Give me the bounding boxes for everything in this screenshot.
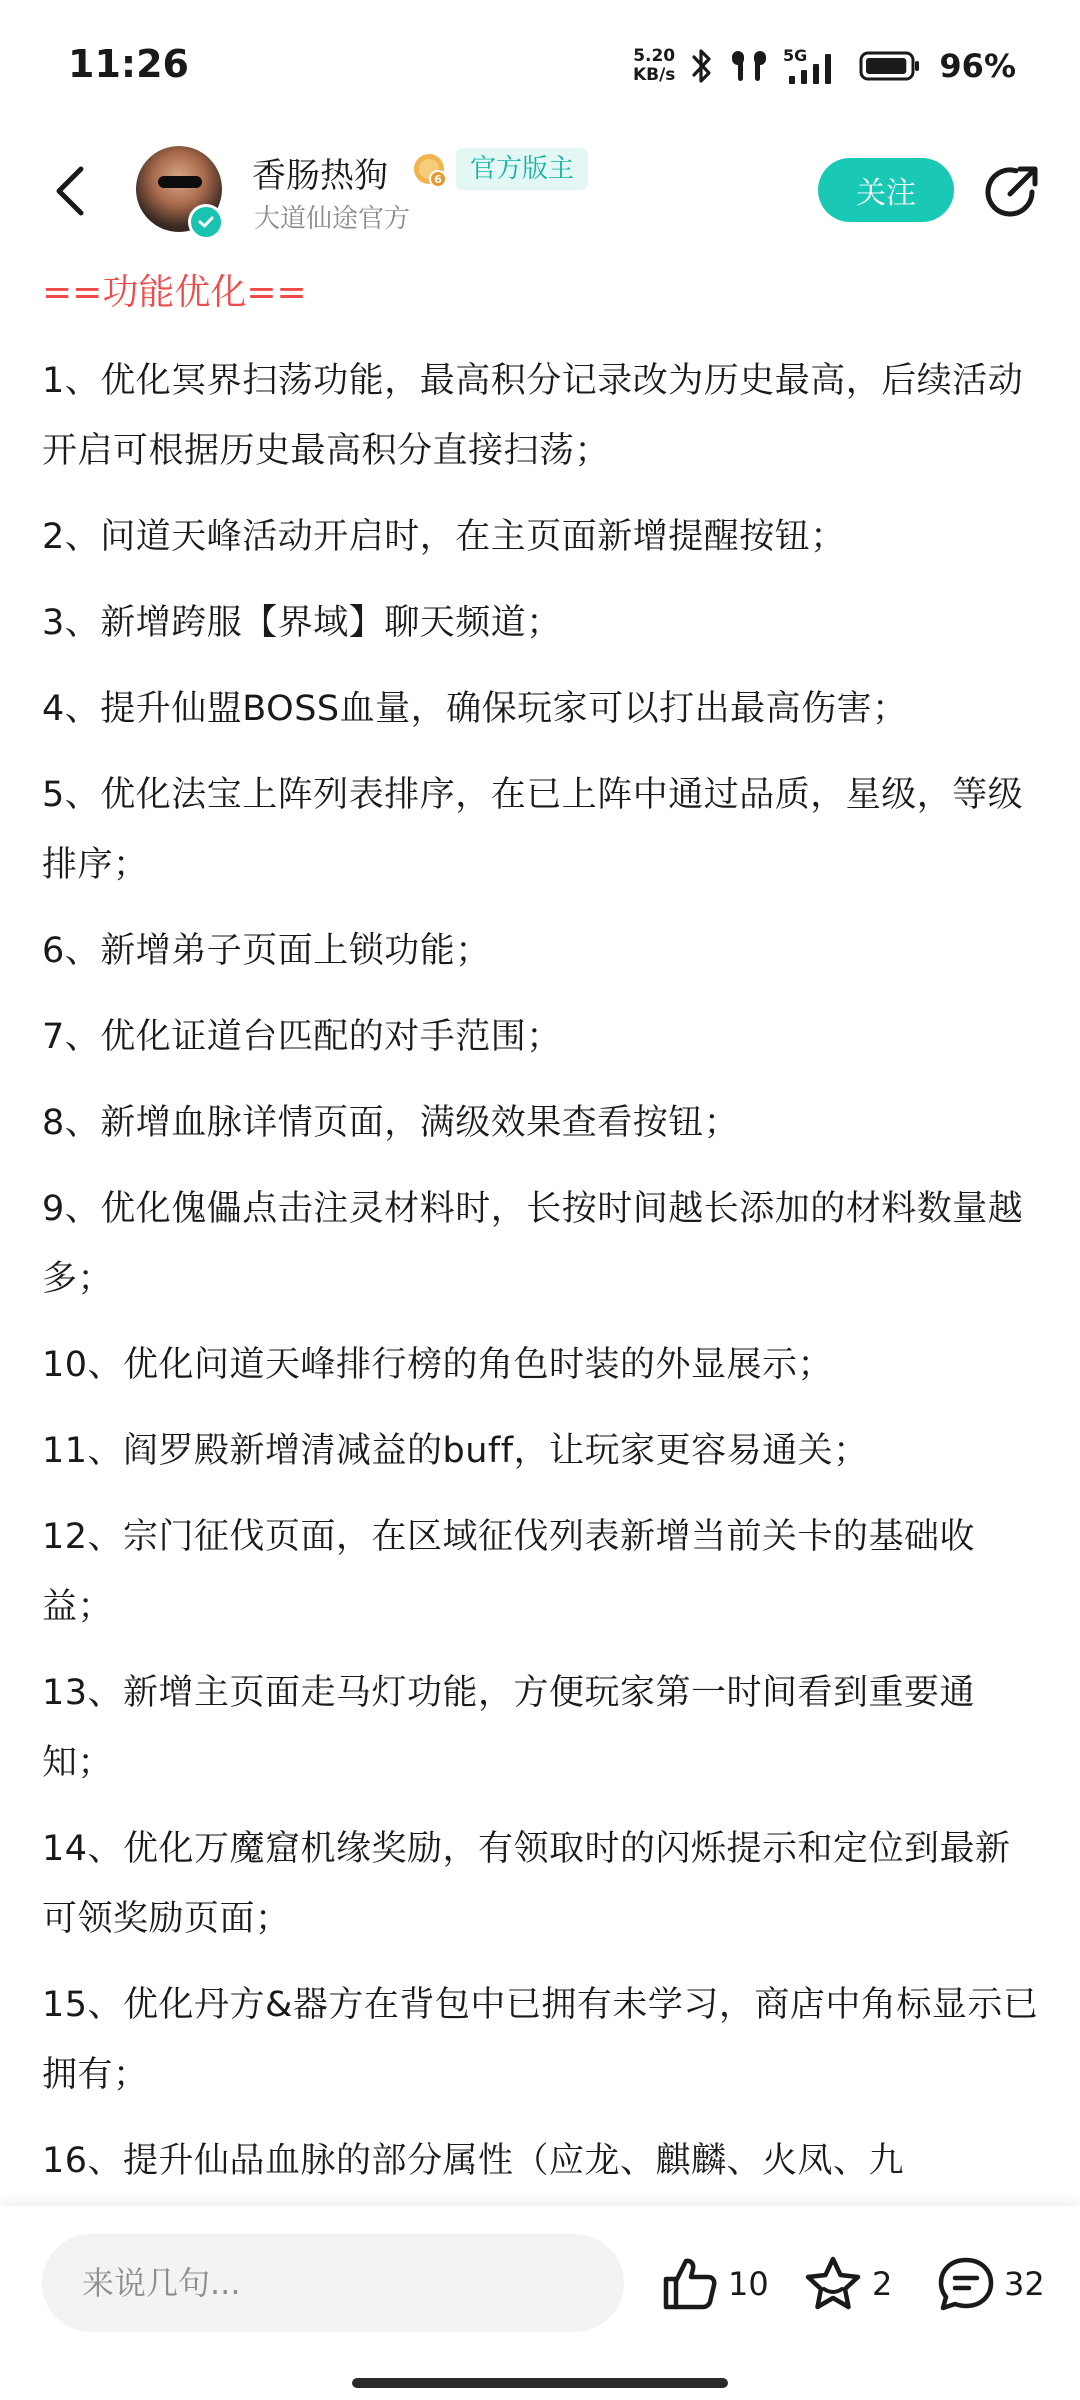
role-tag: 官方版主 — [456, 148, 588, 190]
earbuds-icon — [729, 47, 769, 85]
share-icon — [982, 162, 1042, 222]
network-speed — [633, 47, 675, 85]
battery-percent: 96% — [939, 47, 1016, 85]
post-item: 7、优化证道台匹配的对手范围； — [42, 1017, 562, 1057]
thumbs-up-icon — [660, 2255, 720, 2313]
follow-button[interactable]: 关注 — [818, 158, 954, 222]
signal-icon — [783, 46, 845, 86]
post-item: 16、提升仙品血脉的部分属性（应龙、麒麟、火凤、九 — [42, 2141, 905, 2181]
post-item: 14、优化万魔窟机缘奖励，有领取时的闪烁提示和定位到最新可领奖励页面； — [42, 1829, 1011, 1939]
status-bar — [0, 0, 1080, 130]
username[interactable]: 香肠热狗 — [252, 156, 388, 196]
post-item: 8、新增血脉详情页面，满级效果查看按钮； — [42, 1103, 740, 1143]
bluetooth-icon — [689, 47, 715, 85]
like-count: 10 — [728, 2265, 769, 2303]
star-icon — [802, 2254, 864, 2314]
comments-button[interactable] — [936, 2252, 1045, 2316]
post-item: 4、提升仙盟BOSS血量，确保玩家可以打出最高伤害； — [42, 689, 908, 729]
network-speed-unit: KB/s — [632, 65, 676, 85]
post-item: 9、优化傀儡点击注灵材料时，长按时间越长添加的材料数量越多； — [42, 1189, 1024, 1299]
network-speed-value: 5.20 — [633, 46, 676, 66]
back-button[interactable] — [40, 156, 100, 226]
level-badge-icon — [412, 152, 448, 188]
favorite-count: 2 — [872, 2265, 893, 2303]
like-button[interactable] — [660, 2252, 769, 2316]
home-indicator[interactable] — [352, 2378, 728, 2388]
post-item: 3、新增跨服【界域】聊天频道； — [42, 603, 562, 643]
post-item: 15、优化丹方&器方在背包中已拥有未学习，商店中角标显示已拥有； — [42, 1985, 1039, 2095]
post-item: 1、优化冥界扫荡功能，最高积分记录改为历史最高，后续活动开启可根据历史最高积分直接扫荡； — [42, 361, 1024, 471]
section-heading: ==功能优化== — [42, 272, 307, 313]
avatar-glasses-detail — [158, 176, 202, 188]
post-item: 12、宗门征伐页面，在区域征伐列表新增当前关卡的基础收益； — [42, 1517, 976, 1627]
comment-count: 32 — [1004, 2265, 1045, 2303]
post-item: 6、新增弟子页面上锁功能； — [42, 931, 491, 971]
status-icons — [633, 44, 1016, 88]
post-content — [42, 268, 1042, 2212]
comment-input[interactable] — [42, 2234, 624, 2332]
share-button[interactable] — [980, 160, 1044, 224]
post-item: 13、新增主页面走马灯功能，方便玩家第一时间看到重要通知； — [42, 1673, 976, 1783]
signal-label: 5G — [783, 46, 808, 65]
favorite-button[interactable] — [802, 2252, 892, 2316]
bottom-action-bar — [0, 2206, 1080, 2400]
post-item: 2、问道天峰活动开启时，在主页面新增提醒按钮； — [42, 517, 846, 557]
back-icon — [53, 165, 87, 217]
user-subtitle: 大道仙途官方 — [254, 204, 411, 234]
comment-icon — [936, 2255, 996, 2313]
verified-icon — [188, 204, 224, 240]
battery-icon — [859, 50, 921, 82]
post-header — [0, 130, 1080, 250]
level-number: 6 — [434, 173, 442, 186]
post-item: 5、优化法宝上阵列表排序，在已上阵中通过品质，星级，等级排序； — [42, 775, 1024, 885]
status-time: 11:26 — [68, 42, 189, 86]
post-item: 11、阎罗殿新增清减益的buff，让玩家更容易通关； — [42, 1431, 869, 1471]
post-item: 10、优化问道天峰排行榜的角色时装的外显展示； — [42, 1345, 834, 1385]
